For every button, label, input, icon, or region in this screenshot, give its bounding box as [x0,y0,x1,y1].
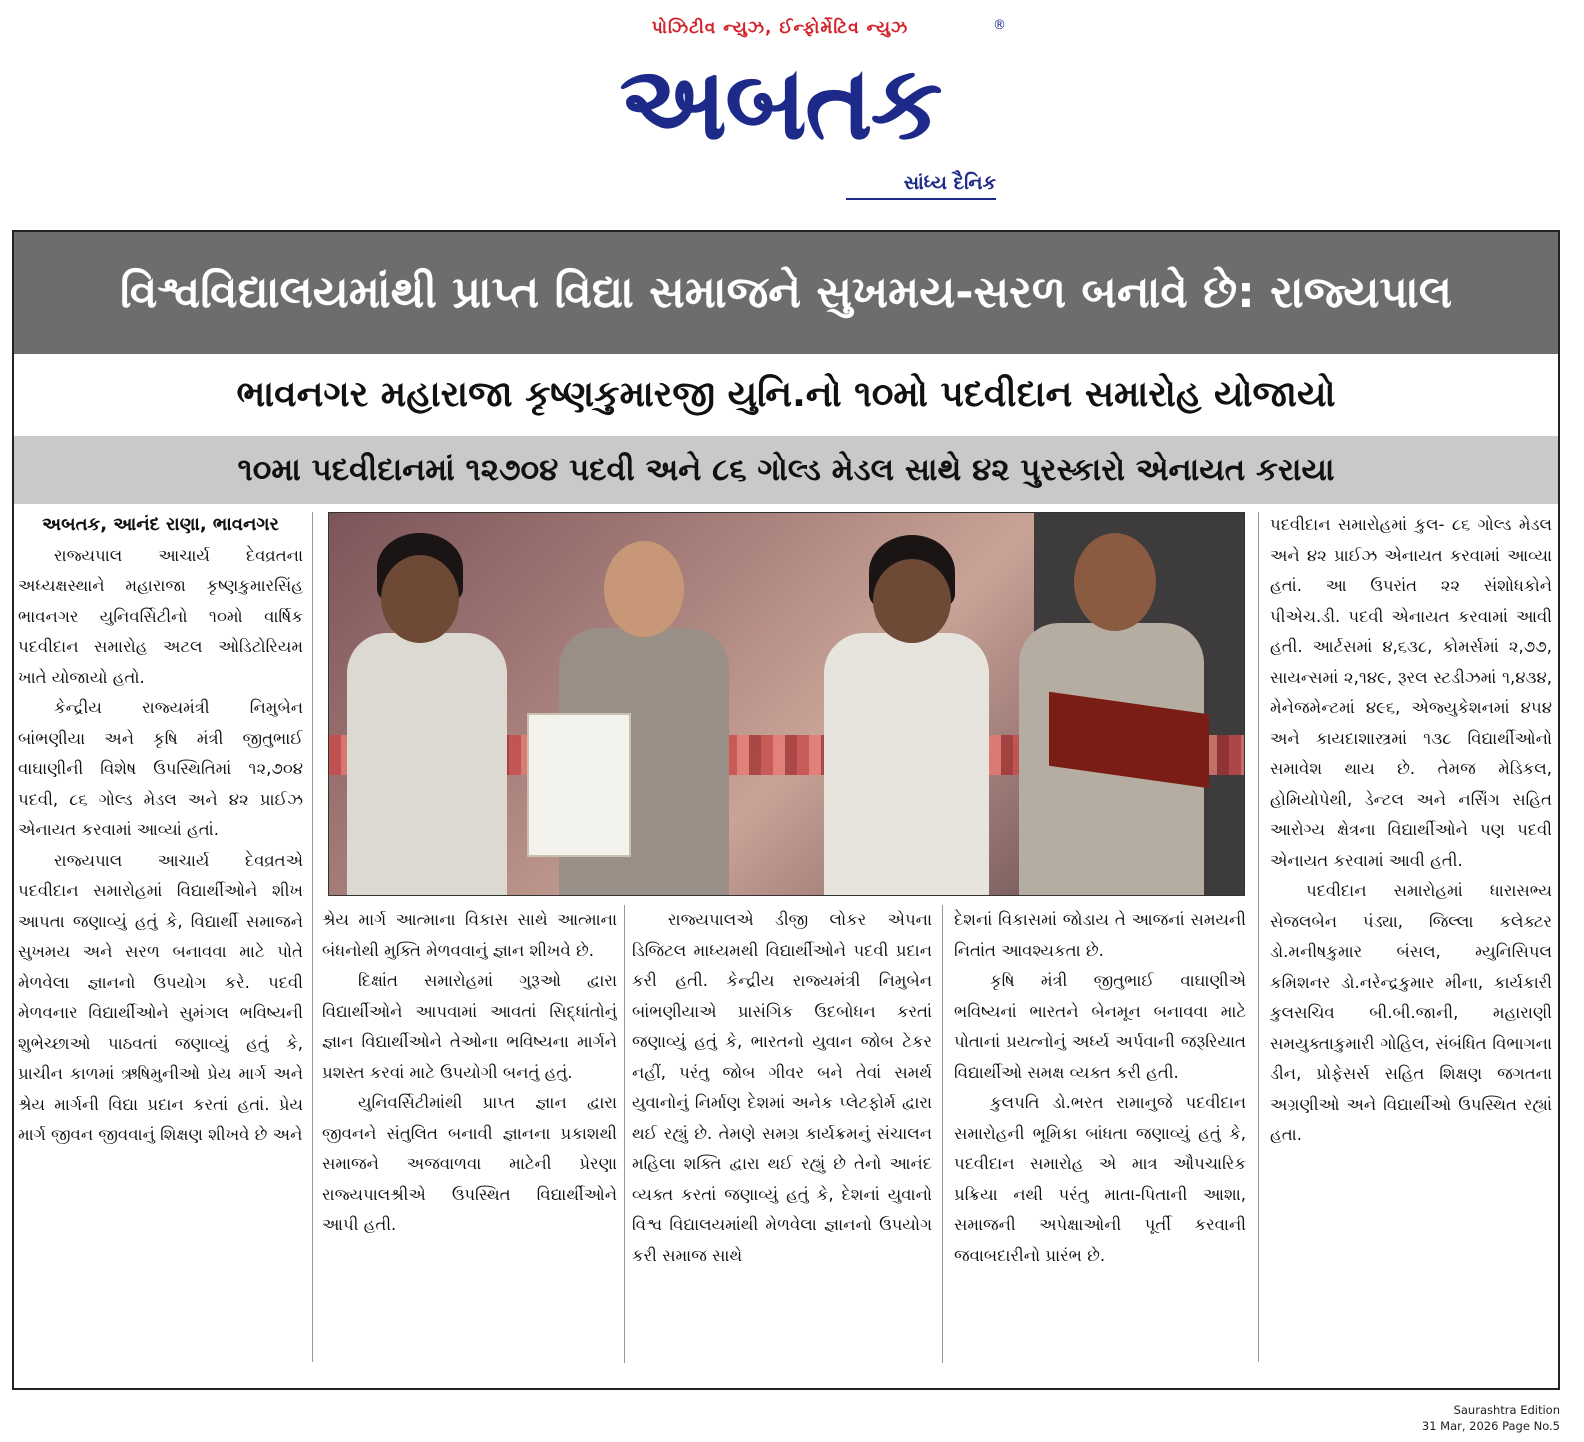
footer-date-page: 31 Mar, 2026 Page No.5 [1421,1419,1560,1433]
paragraph: રાજ્યપાલએ ડીજી લોકર એપના ડિજિટલ માધ્યમથી વિદ્યાર્થીઓને પદવી પ્રદાન કરી હતી. કેન્દ્રીય રાજ્યમંત્રી નિમુબેન બાંભણીયાએ પ્રાસંગિક ઉદબોધન કરતાં જણાવ્યું હતું કે, ભારતનો યુવાન જોબ ટેકર નહીં, પરંતુ જોબ ગીવર બને તેવાં સમર્થ યુવાનોનું નિર્માણ દેશમાં અનેક પ્લેટફોર્મ દ્વારા થઈ રહ્યું છે. તેમણે સમગ્ર કાર્યક્રમનું સંચાલન મહિલા શક્તિ દ્વારા થઈ રહ્યું છે તેનો આનંદ વ્યક્ત કરતાં જણાવ્યું હતું કે, દેશનાં યુવાનો વિશ્વ વિદ્યાલયમાંથી મેળવેલા જ્ઞાનનો ઉપયોગ કરી સમાજ સાથે [632,910,932,1265]
paragraph: યુનિવર્સિટીમાંથી પ્રાપ્ત જ્ઞાન દ્વારા જીવનને સંતુલિત બનાવી જ્ઞાનના પ્રકાશથી સમાજને અજવાળવા માટેની પ્રેરણા રાજ્યપાલશ્રીએ ઉપસ્થિત વિદ્યાર્થીઓને આપી હતી. [322,1093,617,1234]
paragraph: રાજ્યપાલ આચાર્ય દેવવ્રતના અધ્યક્ષસ્થાને મહારાજા કૃષ્ણકુમારસિંહ ભાવનગર યુનિવર્સિટીનો ૧૦મો વાર્ષિક પદવીદાન સમારોહ અટલ ઓડિટોરિયમ ખાતે યોજાયો હતો. [18,545,303,687]
paragraph: દિક્ષાંત સમારોહમાં ગુરૂઓ દ્વારા વિદ્યાર્થીઓને આપવામાં આવતાં સિદ્ધાંતોનું જ્ઞાન વિદ્યાર્થીઓને તેઓના ભવિષ્યના માર્ગને પ્રશસ્ત કરવાં માટે ઉપયોગી બનતું હતું. [322,971,617,1082]
column-divider [1258,512,1259,1362]
column-divider [624,905,625,1363]
paragraph: શ્રેય માર્ગ આત્માના વિકાસ સાથે આત્માના બંધનોથી મુક્તિ મેળવવાનું જ્ઞાન શીખવે છે. [322,910,617,960]
ceremony-photo [328,512,1245,896]
registered-mark: ® [993,18,1006,33]
newspaper-logo: અબતક [619,44,941,163]
article-column-1 [18,510,303,1365]
paragraph: દેશનાં વિકાસમાં જોડાય તે આજનાં સમયની નિતાંત આવશ્યકતા છે. [954,910,1246,960]
paragraph: રાજ્યપાલ આચાર્ય દેવવ્રતએ પદવીદાન સમારોહમાં વિદ્યાર્થીઓને શીખ આપતા જણાવ્યું હતું કે, વિદ્યાર્થી સમાજને સુખમય અને સરળ બનાવવા માટે પોતે મેળવેલા જ્ઞાનનો ઉપયોગ કરે. પદવી મેળવનાર વિદ્યાર્થીઓને સુમંગલ ભવિષ્યની શુભેચ્છાઓ પાઠવતાં જણાવ્યું હતું કે, પ્રાચીન કાળમાં ઋષિમુનીઓ પ્રેય માર્ગ અને શ્રેય માર્ગની વિદ્યા પ્રદાન કરતાં હતાં. પ્રેય માર્ગ જીવન જીવવાનું શિક્ષણ શીખવે છે અને [18,850,303,1144]
column-divider [312,512,313,1362]
edition-underline [846,198,996,200]
byline: અબતક, આનંદ રાણા, ભાવનગર [42,514,279,535]
photo-student-2 [824,633,989,896]
photo-certificate [527,713,631,857]
masthead-tagline: પોઝિટીવ ન્યુઝ, ઈન્ફોર્મેટિવ ન્યુઝ [651,18,909,38]
article-column-2 [322,905,617,1365]
photo-governor-face [604,541,684,637]
article-column-4 [954,905,1246,1365]
paragraph: કુલપતિ ડો.ભરત રામાનુજે પદવીદાન સમારોહની ભૂમિકા બાંધતા જણાવ્યું હતું કે, પદવીદાન સમારોહ એ માત્ર ઔપચારિક પ્રક્રિયા નથી પરંતુ માતા-પિતાની આશા, સમાજની અપેક્ષાઓની પૂર્તી કરવાની જવાબદારીનો પ્રારંભ છે. [954,1093,1246,1265]
footer-edition: Saurashtra Edition [1453,1403,1560,1417]
photo-student-1 [347,633,507,896]
masthead [560,14,1010,204]
article-subheadline: ભાવનગર મહારાજા કૃષ્ણકુમારજી યુનિ.નો ૧૦મો પદવીદાન સમારોહ યોજાયો [236,374,1336,415]
article-column-3 [632,905,932,1365]
column-divider [942,905,943,1363]
paragraph: પદવીદાન સમારોહમાં કુલ- ૮૬ ગોલ્ડ મેડલ અને ૪૨ પ્રાઈઝ એનાયત કરવામાં આવ્યા હતાં. આ ઉપરાંત ૨૨ સંશોધકોને પીએચ.ડી. પદવી એનાયત કરવામાં આવી હતી. આર્ટસમાં ૪,૬૩૮, કોમર્સમાં ૨,૭૭, સાયન્સમાં ૨,૧૪૯, રૂરલ સ્ટડીઝમાં ૧,૪૩૪, મેનેજમેન્ટમાં ૪૯૬, એજ્યુકેશનમાં ૪૫૪ અને કાયદાશાસ્ત્રમાં ૧૩૮ વિદ્યાર્થીઓનો સમાવેશ થાય છે. તેમજ મેડિકલ, હોમિયોપેથી, ડેન્ટલ અને નર્સિંગ સહિત આરોગ્ય ક્ષેત્રના વિદ્યાર્થીઓને પણ પદવી એનાયત કરવામાં આવી હતી. [1270,515,1552,870]
paragraph: કેન્દ્રીય રાજ્યમંત્રી નિમુબેન બાંભણીયા અને કૃષિ મંત્રી જીતુભાઈ વાઘાણીની વિશેષ ઉપસ્થિતિમાં ૧૨,૭૦૪ પદવી, ૮૬ ગોલ્ડ મેડલ અને ૪૨ પ્રાઈઝ એનાયત કરવામાં આવ્યાં હતાં. [18,698,303,839]
photo-official-face [1074,533,1156,631]
article-column-5 [1270,510,1552,1365]
photo-student-2-face [873,559,951,643]
article-deck: ૧૦મા પદવીદાનમાં ૧૨૭૦૪ પદવી અને ૮૬ ગોલ્ડ મેડલ સાથે ૪૨ પુરસ્કારો એનાયત કરાયા [14,436,1558,504]
article-headline: વિશ્વવિદ્યાલયમાંથી પ્રાપ્ત વિદ્યા સમાજને સુખમય-સરળ બનાવે છે: રાજ્યપાલ [14,232,1558,354]
paragraph: પદવીદાન સમારોહમાં ધારાસભ્ય સેજલબેન પંડ્યા, જિલ્લા કલેક્ટર ડો.મનીષકુમાર બંસલ, મ્યુનિસિપલ કમિશનર ડો.નરેન્દ્રકુમાર મીના, કાર્યકારી કુલસચિવ બી.બી.જાની, મહારાણી સમયુક્તાકુમારી ગોહિલ, સંબંધિત વિભાગના ડીન, પ્રોફેસર્સ સહિત શિક્ષણ જગતના અગ્રણીઓ અને વિદ્યાર્થીઓ ઉપસ્થિત રહ્યાં હતા. [1270,881,1552,1144]
page-footer [1422,1402,1560,1434]
edition-type: સાંધ્ય દૈનિક [903,172,996,194]
paragraph: કૃષિ મંત્રી જીતુભાઈ વાઘાણીએ ભવિષ્યનાં ભારતને બેનમૂન બનાવવા માટે પોતાનાં પ્રયત્નોનું અર્ધ્ય અર્પવાની જરૂરિયાત વિદ્યાર્થીઓ સમક્ષ વ્યક્ત કરી હતી. [954,971,1246,1082]
photo-student-1-face [381,555,459,643]
